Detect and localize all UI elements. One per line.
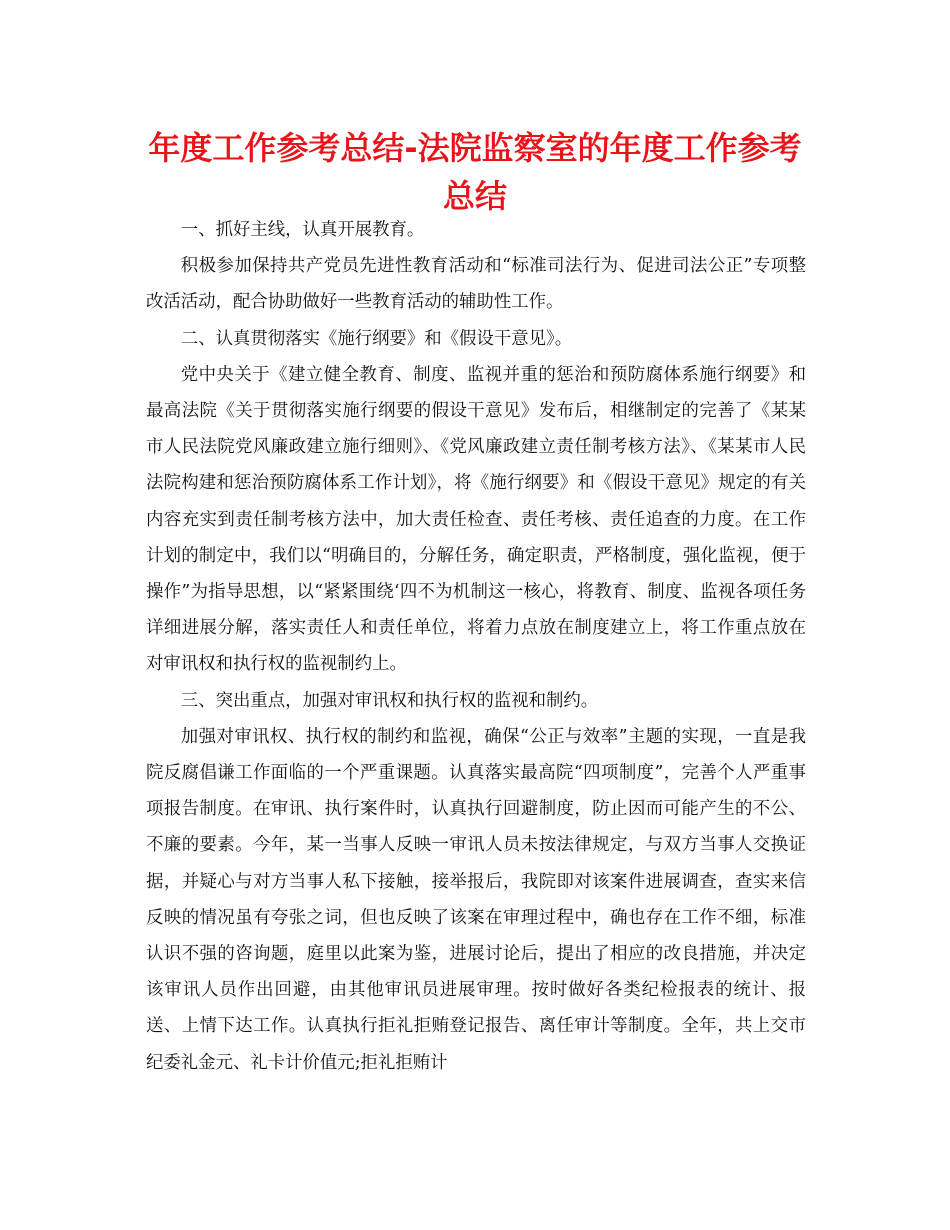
- paragraph: 一、抓好主线，认真开展教育。: [180, 220, 425, 240]
- document-body: [146, 212, 806, 1081]
- paragraph: 二、认真贯彻落实《施行纲要》和《假设干意见》。: [180, 328, 573, 349]
- paragraph: 加强对审讯权、执行权的制约和监视，确保“公正与效率”主题的实现，一直是我院反腐倡谦工作面临的一个严重课题。认真落实最高院“四项制度”，完善个人严重事项报告制度。在审讯、执行案件时，认真执行回避制度，防止因而可能产生的不公、不廉的要素。今年，某一当事人反映一审讯人员未按法律规定，与双方当事人交换证据，并疑心与对方当事人私下接触，接举报后，我院即对该案件进展调查，查实来信反映的情况虽有夸张之词，但也反映了该案在审理过程中，确也存在工作不细，标准认识不强的咨询题，庭里以此案为鉴，进展讨论后，提出了相应的改良措施，并决定该审讯人员作出回避，由其他审讯员进展审理。按时做好各类纪检报表的统计、报送、上情下达工作。认真执行拒礼拒贿登记报告、离任审计等制度。全年，共上交市纪委礼金元、礼卡计价值元;拒礼拒贿计: [146, 726, 806, 1073]
- paragraph: 三、突出重点，加强对审讯权和执行权的监视和制约。: [180, 690, 599, 711]
- document-title: 年度工作参考总结-法院监察室的年度工作参考总结: [148, 129, 802, 215]
- paragraph: 积极参加保持共产党员先进性教育活动和“标准司法行为、促进司法公正”专项整改活活动，配合协助做好一些教育活动的辅助性工作。: [146, 256, 806, 313]
- paragraph: 党中央关于《建立健全教育、制度、监视并重的惩治和预防腐体系施行纲要》和最高法院《关于贯彻落实施行纲要的假设干意见》发布后，相继制定的完善了《某某市人民法院党风廉政建立施行细则》、《党风廉政建立责任制考核方法》、《某某市人民法院构建和惩治预防腐体系工作计划》，将《施行纲要》和《假设干意见》规定的有关内容充实到责任制考核方法中，加大责任检查、责任考核、责任追查的力度。在工作计划的制定中，我们以“明确目的，分解任务，确定职责，严格制度，强化监视，便于操作”为指导思想，以“紧紧围绕‘四不为机制这一核心，将教育、制度、监视各项任务详细进展分解，落实责任人和责任单位，将着力点放在制度建立上，将工作重点放在对审讯权和执行权的监视制约上。: [146, 364, 806, 675]
